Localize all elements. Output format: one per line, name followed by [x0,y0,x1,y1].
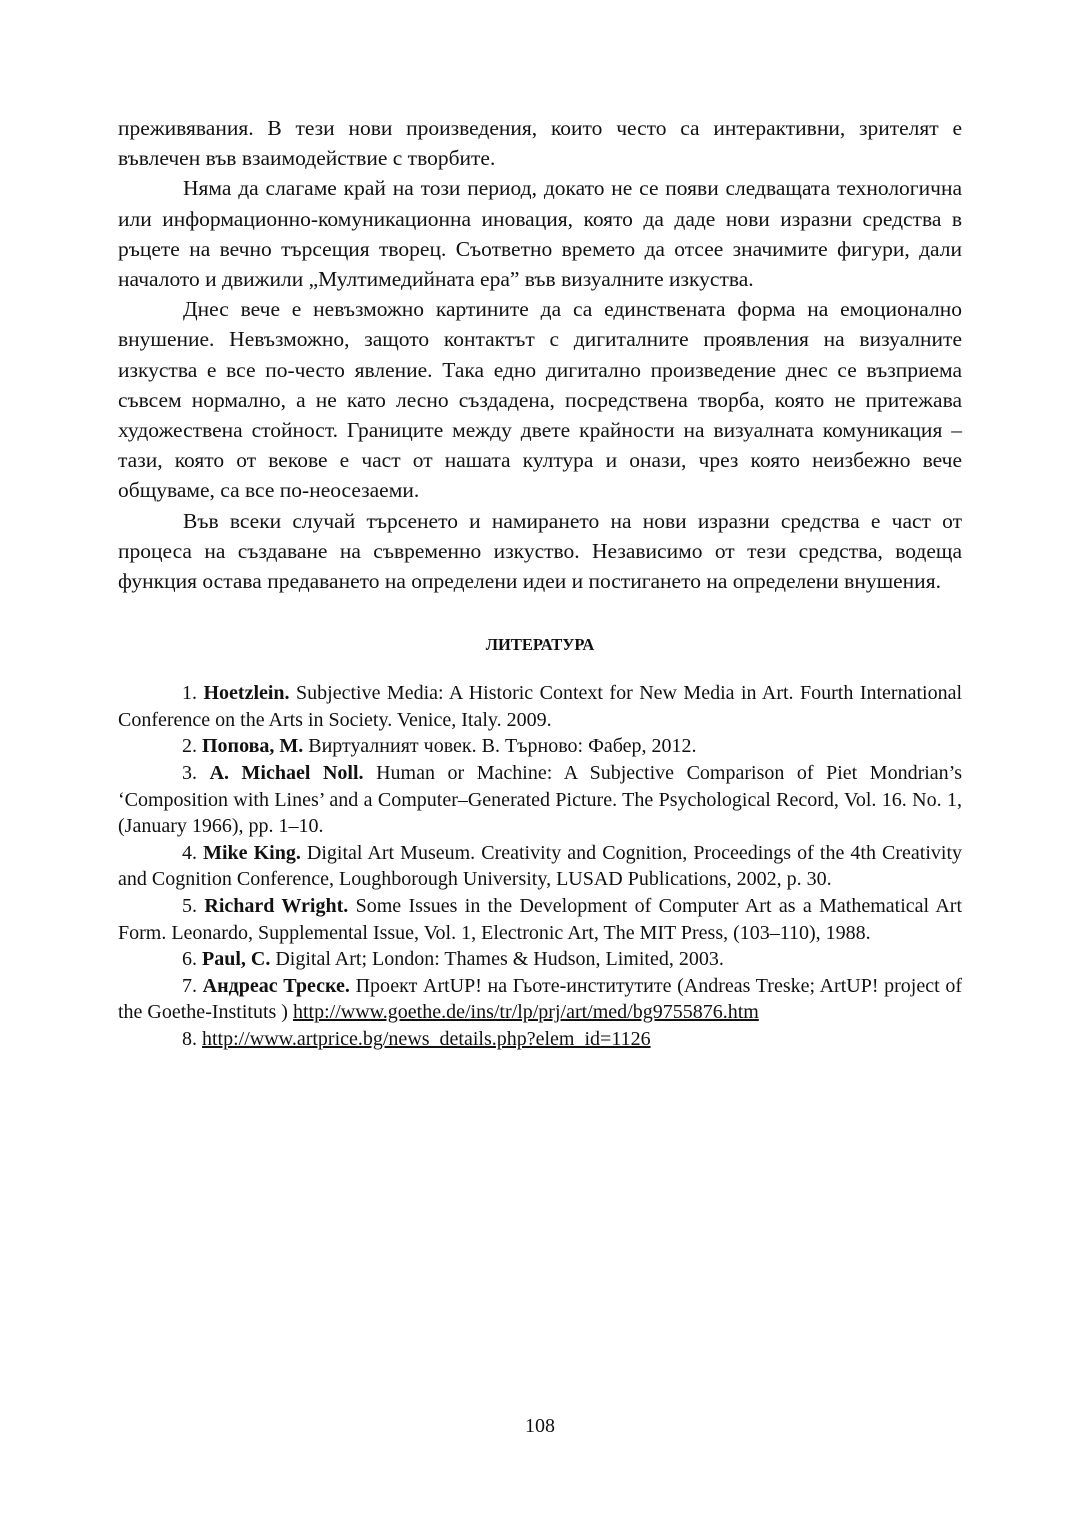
reference-number: 4. [182,841,197,864]
reference-item [118,973,962,1026]
reference-item [118,760,962,840]
reference-number: 3. [182,762,197,785]
references-list [118,680,962,1052]
reference-item [118,680,962,733]
reference-number: 5. [182,895,197,917]
reference-author: Попова, М. [202,735,304,758]
body-paragraph: преживявания. В тези нови произведения, които често са интерактивни, зрителят е въвлечен във взаимодействие с творбите. [118,116,962,171]
reference-link[interactable]: http://www.goethe.de/ins/tr/lp/prj/art/med/bg9755876.htm [292,1001,759,1024]
reference-number: 7. [182,974,197,997]
body-paragraph: Няма да слагаме край на този период, докато не се появи следващата технологична или информационно-комуникационна иновация, която да даде нови изразни средства в ръцете на вечно търсещия творец. Съответно времето да отсее значимите фигури, дали началото и движили „Мултимедийната ера” във визуалните изкуства. [118,176,962,292]
reference-item [118,1026,962,1053]
reference-text: Digital Art Museum. Creativity and Cognition, Proceedings of the 4th Creativity and Cognition Conference, Loughborough University, LUSAD Publications, 2002, p. 30. [118,841,963,891]
reference-number: 8. [182,1027,197,1050]
reference-link[interactable]: http://www.artprice.bg/news_details.php?elem_id=1126 [202,1027,651,1050]
reference-number: 2. [182,735,197,758]
reference-text: Проект ArtUP! на Гьоте-институтите (Andreas Treske; ArtUP! project of the Goethe-Instituts ) [118,974,963,1024]
reference-text: Subjective Media: A Historic Context for New Media in Art. Fourth International Conference on the Arts in Society. Venice, Italy. 2009. [118,682,962,731]
reference-text: Some Issues in the Development of Computer Art as a Mathematical Art Form. Leonardo, Supplemental Issue, Vol. 1, Electronic Art, The MIT Press, (103–110), 1988. [118,895,963,944]
body-text [118,113,962,596]
body-paragraph: Днес вече е невъзможно картините да са единствената форма на емоционално внушение. Невъзможно, защото контактът с дигиталните проявления на визуалните изкуства е все по-често явление. Така едно дигитално произведение днес се възприема съвсем нормално, а не като лесно създадена, посредствена творба, която не притежава художествена стойност. Границите между двете крайности на визуалната комуникация – тази, която от векове е част от нашата култура и онази, чрез която неизбежно вече общуваме, са все по-неосезаеми. [118,297,962,503]
reference-item [118,946,962,973]
reference-author: Paul, C. [202,948,271,971]
body-paragraph: Във всеки случай търсенето и намирането на нови изразни средства е част от процеса на създаване на съвременно изкуство. Независимо от тези средства, водеща функция остава предаването на определени идеи и постигането на определени внушения. [118,508,962,594]
reference-author: Richard Wright. [204,895,349,917]
reference-text: Digital Art; London: Thames & Hudson, Limited, 2003. [270,948,724,971]
page-number: 108 [525,1415,555,1437]
reference-author: A. Michael Noll. [209,762,364,785]
reference-item [118,840,962,893]
reference-author: Mike King. [203,841,301,864]
page-content [118,113,962,1053]
reference-author: Андреас Треске. [202,974,350,997]
reference-item [118,733,962,760]
reference-number: 6. [182,948,197,971]
reference-text: Human or Machine: A Subjective Comparison of Piet Mondrian’s ‘Composition with Lines’ and a Computer–Generated Picture. The Psychological Record, Vol. 16. No. 1, (January 1966), pp. 1–10. [118,762,963,838]
reference-text: Виртуалният човек. В. Търново: Фабер, 2012. [303,735,697,758]
references-heading: ЛИТЕРАТУРА [485,635,595,655]
reference-author: Hoetzlein. [203,682,290,705]
reference-number: 1. [182,682,197,705]
reference-item [118,893,962,946]
